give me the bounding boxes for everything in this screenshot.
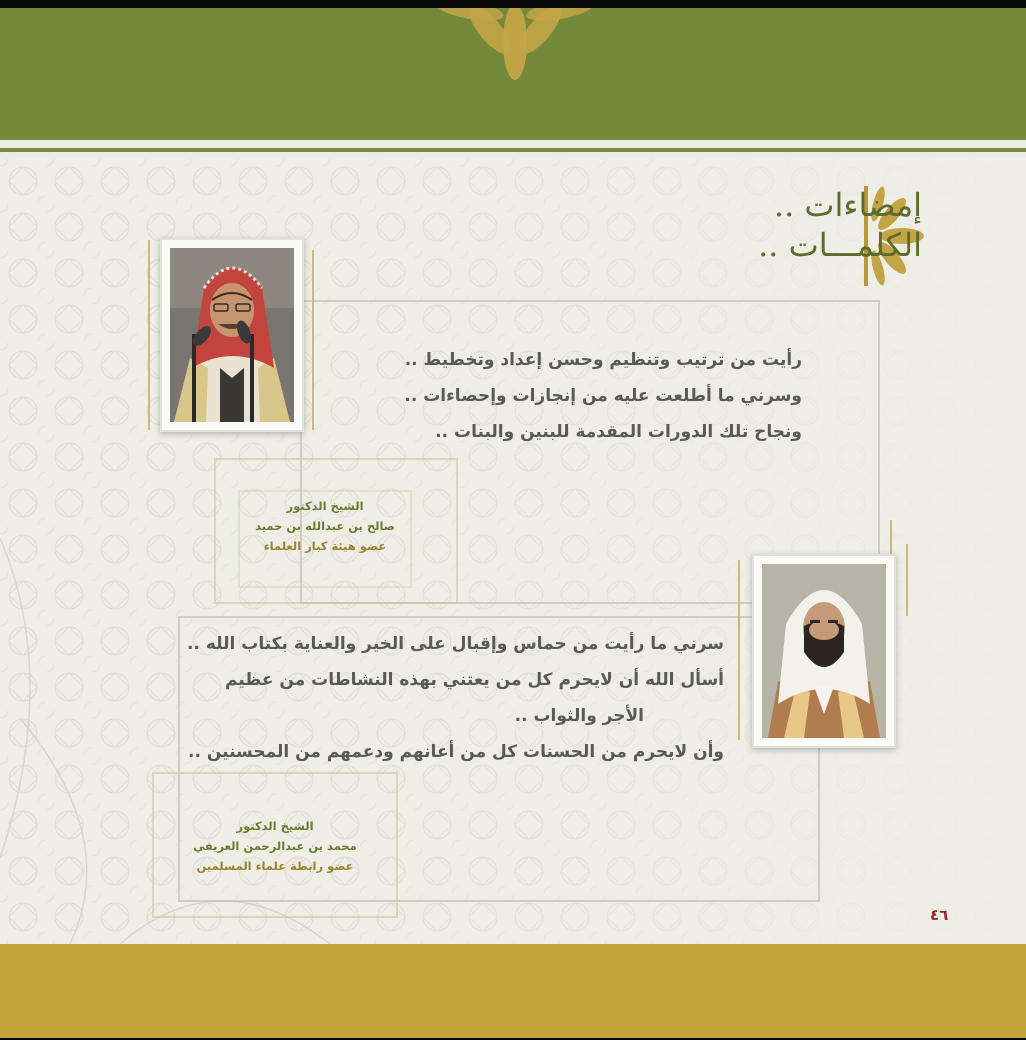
portrait-photo-2 bbox=[752, 554, 896, 748]
portrait-photo-1 bbox=[160, 238, 304, 432]
footer-band bbox=[0, 944, 1026, 1038]
header-band bbox=[0, 8, 1026, 140]
gold-accent-line bbox=[148, 240, 150, 430]
page-title bbox=[758, 186, 922, 266]
header-divider bbox=[0, 148, 1026, 152]
quote-text-2 bbox=[187, 626, 724, 770]
signature-name: محمد بن عبدالرحمن العريفي bbox=[193, 839, 357, 853]
quote-line: الأجر والثواب .. bbox=[514, 706, 644, 726]
flower-ornament-icon bbox=[430, 8, 600, 92]
page-number: ٤٦ bbox=[930, 906, 949, 924]
gold-accent-line bbox=[906, 544, 908, 616]
page bbox=[0, 8, 1026, 1038]
signature-1 bbox=[240, 496, 410, 556]
quote-line: وأن لايحرم من الحسنات كل من أعانهم ودعمهم من المحسنين .. bbox=[188, 742, 724, 762]
signature-role: عضو هيئة كبار العلماء bbox=[263, 539, 387, 553]
quote-line: ونجاح تلك الدورات المقدمة للبنين والبنات .. bbox=[435, 422, 802, 442]
quote-text-1 bbox=[404, 342, 802, 450]
portrait-white-shemagh-icon bbox=[762, 564, 886, 738]
signature-title: الشيخ الدكتور bbox=[236, 819, 314, 833]
quote-line: رأيت من ترتيب وتنظيم وحسن إعداد وتخطيط .. bbox=[404, 350, 802, 370]
portrait-red-shemagh-icon bbox=[170, 248, 294, 422]
gold-accent-line bbox=[312, 250, 314, 430]
title-line-2: الكلمـــات .. bbox=[758, 226, 922, 264]
signature-2 bbox=[180, 816, 370, 876]
signature-name: صالح بن عبدالله بن حميد bbox=[255, 519, 395, 533]
signature-role: عضو رابطة علماء المسلمين bbox=[196, 859, 354, 873]
quote-line: سرني ما رأيت من حماس وإقبال على الخير والعناية بكتاب الله .. bbox=[187, 634, 724, 654]
quote-line: وسرني ما أطلعت عليه من إنجازات وإحصاءات .. bbox=[404, 386, 802, 406]
quote-line: أسأل الله أن لايحرم كل من يعتني بهذه النشاطات من عظيم bbox=[225, 670, 724, 690]
title-line-1: إمضاءات .. bbox=[773, 186, 922, 224]
gold-accent-line bbox=[738, 560, 740, 740]
signature-title: الشيخ الدكتور bbox=[286, 499, 364, 513]
